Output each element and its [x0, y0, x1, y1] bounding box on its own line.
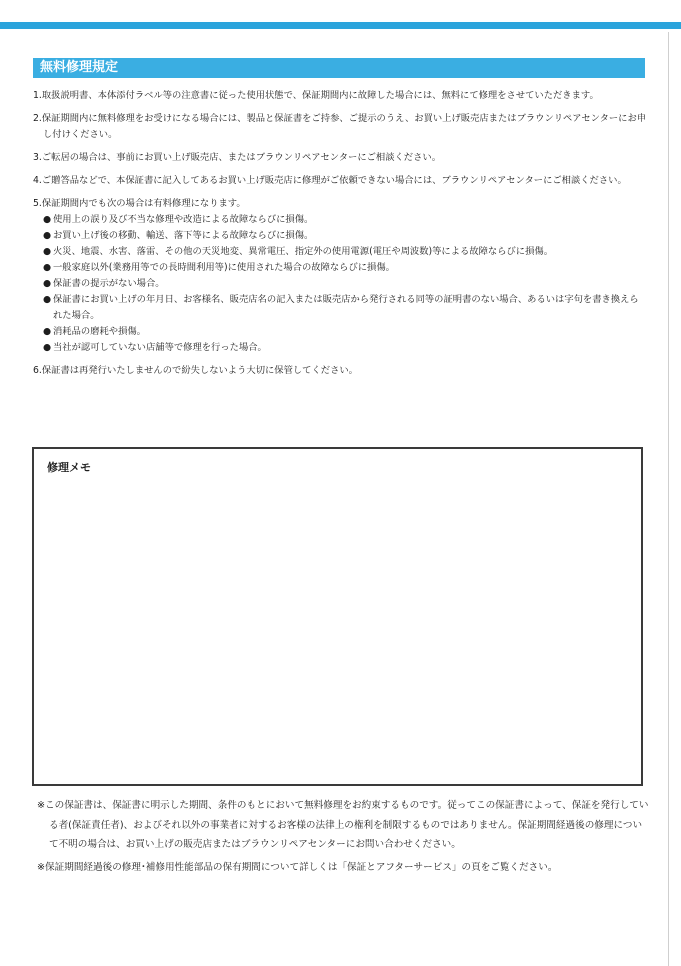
note-1: ※この保証書は、保証書に明示した期間、条件のもとにおいて無料修理をお約束するものです。従ってこの保証書によって、保証を発行している者(保証責任者)、およびそれ以外の事業者に対するお客様の法律上の権利を制限するものではありません。保証期間経過後の修理について不明の場合は、お買い上げの販売店またはブラウンリペアセンターにお問い合わせください。: [37, 800, 649, 850]
clause-3: 3.ご転居の場合は、事前にお買い上げ販売店、またはブラウンリペアセンターにご相談ください。: [33, 152, 441, 163]
page-edge-rule: [668, 32, 669, 966]
list-item: ● 火災、地震、水害、落雷、その他の天災地変、異常電圧、指定外の使用電源(電圧や周波数)等による故障ならびに損傷。: [33, 244, 647, 260]
bullet-icon: ●: [43, 278, 52, 289]
bullet-icon: ●: [43, 326, 52, 337]
clause-5: 5.保証期間内でも次の場合は有料修理になります。: [33, 198, 246, 209]
section-header-bar: [33, 58, 645, 78]
section-title: 無料修理規定: [40, 60, 119, 75]
footnotes: [37, 796, 649, 877]
list-item: ● 保証書にお買い上げの年月日、お客様名、販売店名の記入または販売店から発行される同等の証明書のない場合、あるいは字句を書き換えられた場合。: [43, 294, 639, 321]
warranty-clauses: [33, 88, 647, 386]
paid-repair-list: [33, 212, 647, 356]
bullet-icon: ●: [43, 230, 52, 241]
clause-4: 4.ご贈答品などで、本保証書に記入してあるお買い上げ販売店に修理がご依頼できない場合には、ブラウンリペアセンターにご相談ください。: [33, 175, 627, 186]
list-item: ● 保証書の提示がない場合。: [33, 276, 647, 292]
bullet-icon: ●: [43, 246, 52, 257]
list-item: ● お買い上げ後の移動、輸送、落下等による故障ならびに損傷。: [33, 228, 647, 244]
note-2: ※保証期間経過後の修理･補修用性能部品の保有期間について詳しくは「保証とアフターサービス」の頁をご覧ください。: [37, 861, 558, 873]
bullet-icon: ●: [43, 342, 52, 353]
list-item: ● 使用上の誤り及び不当な修理や改造による故障ならびに損傷。: [33, 212, 647, 228]
list-item: ● 当社が認可していない店舗等で修理を行った場合。: [33, 340, 647, 356]
list-item: ● 消耗品の磨耗や損傷。: [33, 324, 647, 340]
top-band: [0, 0, 681, 32]
top-accent-stripe: [0, 22, 681, 29]
bullet-icon: ●: [43, 294, 52, 305]
clause-6: 6.保証書は再発行いたしませんので紛失しないよう大切に保管してください。: [33, 365, 358, 376]
bullet-icon: ●: [43, 262, 52, 273]
repair-memo-box: [32, 447, 643, 786]
clause-1: 1.取扱説明書、本体添付ラベル等の注意書に従った使用状態で、保証期間内に故障した場合には、無料にて修理をさせていただきます。: [33, 90, 599, 101]
memo-title: 修理メモ: [47, 461, 91, 474]
clause-2: 2.保証期間内に無料修理をお受けになる場合には、製品と保証書をご持参、ご提示のうえ、お買い上げ販売店またはブラウンリペアセンターにお申し付けください。: [33, 113, 647, 140]
bullet-icon: ●: [43, 214, 52, 225]
list-item: ● 一般家庭以外(業務用等での長時間利用等)に使用された場合の故障ならびに損傷。: [33, 260, 647, 276]
